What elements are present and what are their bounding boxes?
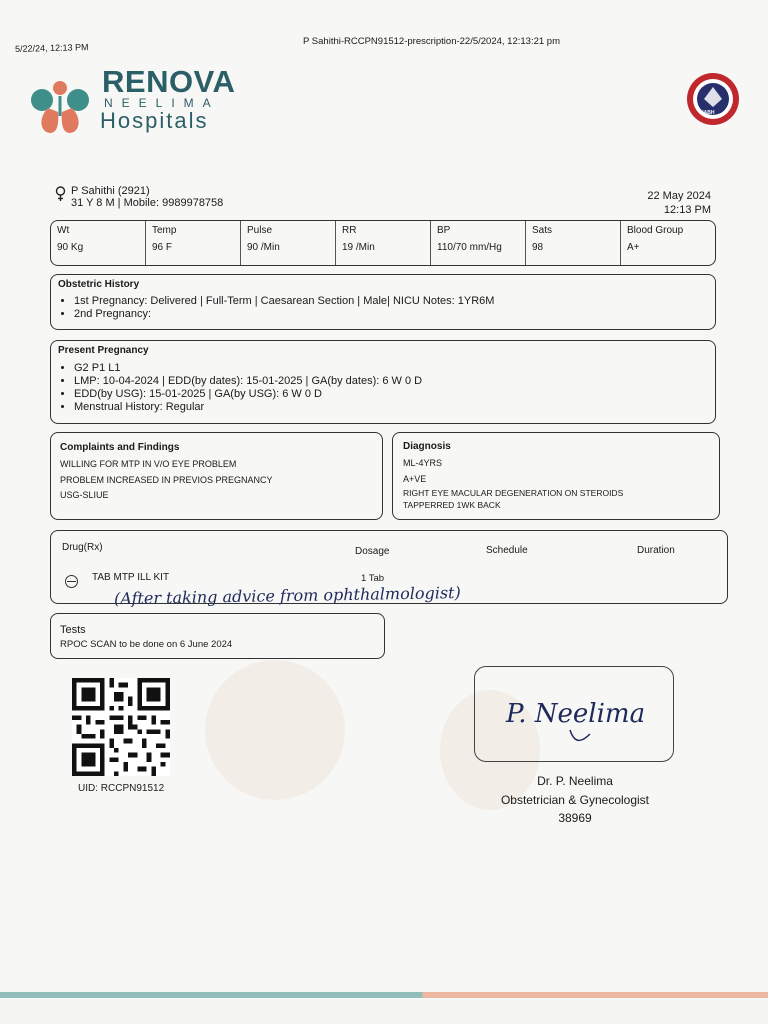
visit-date: 22 May 2024 — [647, 190, 711, 202]
doctor-title: Obstetrician & Gynecologist — [500, 793, 650, 807]
drug-name: TAB MTP ILL KIT — [92, 572, 170, 583]
vital-blood-group: Blood Group A+ — [627, 225, 684, 253]
list-item: • LMP: 10-04-2024 | EDD(by dates): 15-01-2025 | GA(by dates): 6 W 0 D — [74, 375, 422, 388]
qr-code — [72, 678, 170, 776]
brand-name: RENOVA — [102, 64, 236, 99]
complaint-line: PROBLEM INCREASED IN PREVIOS PREGNANCY — [60, 475, 273, 485]
vital-bp: BP 110/70 mm/Hg — [431, 221, 526, 265]
female-icon — [55, 186, 66, 202]
svg-text:(After taking advice from opht: (After taking advice from ophthalmologist) — [113, 583, 461, 609]
list-item: • 2nd Pregnancy: — [74, 308, 494, 321]
vital-weight: Wt 90 Kg — [51, 221, 146, 265]
svg-text:P. Neelima: P. Neelima — [506, 699, 646, 729]
footer-strip — [0, 992, 768, 998]
diagnosis-line: ML-4YRS — [403, 458, 443, 468]
doctor-name: Dr. P. Neelima — [537, 774, 613, 788]
diagnosis-line: A+VE — [403, 474, 427, 484]
tests-text: RPOC SCAN to be done on 6 June 2024 — [60, 639, 233, 650]
visit-time: 12:13 PM — [663, 204, 711, 216]
obstetric-history-title: Obstetric History — [58, 279, 140, 290]
accreditation-seal-icon — [686, 72, 740, 126]
vital-pulse: Pulse 90 /Min — [241, 221, 336, 265]
vital-temp: Temp 96 F — [146, 221, 241, 265]
diagnosis-title: Diagnosis — [403, 441, 451, 452]
print-document-title: P Sahithi-RCCPN91512-prescription-22/5/2024, 12:13:21 pm — [303, 36, 561, 47]
vital-rr: RR 19 /Min — [336, 221, 431, 265]
tests-title: Tests — [60, 624, 86, 636]
list-item: • Menstrual History: Regular — [74, 401, 422, 414]
obstetric-history-list — [58, 295, 494, 321]
patient-meta: 31 Y 8 M | Mobile: 9989978758 — [71, 197, 224, 209]
watermark-shape — [205, 660, 345, 800]
doctor-signature — [500, 690, 650, 750]
complaints-title: Complaints and Findings — [60, 442, 180, 453]
complaint-line: USG-SLIUE — [60, 490, 109, 500]
duration-header: Duration — [637, 545, 675, 556]
dosage-header: Dosage — [355, 546, 390, 557]
diagnosis-line: TAPPERRED 1WK BACK — [403, 500, 501, 510]
doctor-registration: 38969 — [558, 811, 592, 825]
handwritten-note — [110, 580, 590, 610]
tablet-icon — [65, 575, 78, 588]
list-item: • G2 P1 L1 — [74, 362, 422, 375]
vital-sats: Sats 98 — [526, 221, 621, 265]
present-pregnancy-list — [58, 362, 422, 414]
seal-label: NABH — [700, 110, 715, 116]
list-item: • EDD(by USG): 15-01-2025 | GA(by USG): 6 W 0 D — [74, 388, 422, 401]
hospital-logo-icon — [28, 78, 92, 136]
brand-subname: NEELIMA — [104, 96, 220, 110]
list-item: • 1st Pregnancy: Delivered | Full-Term | Caesarean Section | Male| NICU Notes: 1YR6M — [74, 295, 494, 308]
present-pregnancy-title: Present Pregnancy — [58, 345, 149, 356]
drug-header: Drug(Rx) — [62, 542, 103, 553]
vitals-table — [50, 220, 716, 266]
patient-name: P Sahithi (2921) — [71, 185, 150, 197]
print-timestamp: 5/22/24, 12:13 PM — [14, 42, 89, 54]
complaint-line: WILLING FOR MTP IN V/O EYE PROBLEM — [60, 459, 237, 469]
brand-hospitals: Hospitals — [100, 108, 209, 133]
schedule-header: Schedule — [486, 545, 528, 556]
uid-label: UID: RCCPN91512 — [78, 783, 165, 794]
diagnosis-line: RIGHT EYE MACULAR DEGENERATION ON STEROIDS — [403, 488, 624, 498]
drug-dosage: 1 Tab — [361, 573, 385, 584]
